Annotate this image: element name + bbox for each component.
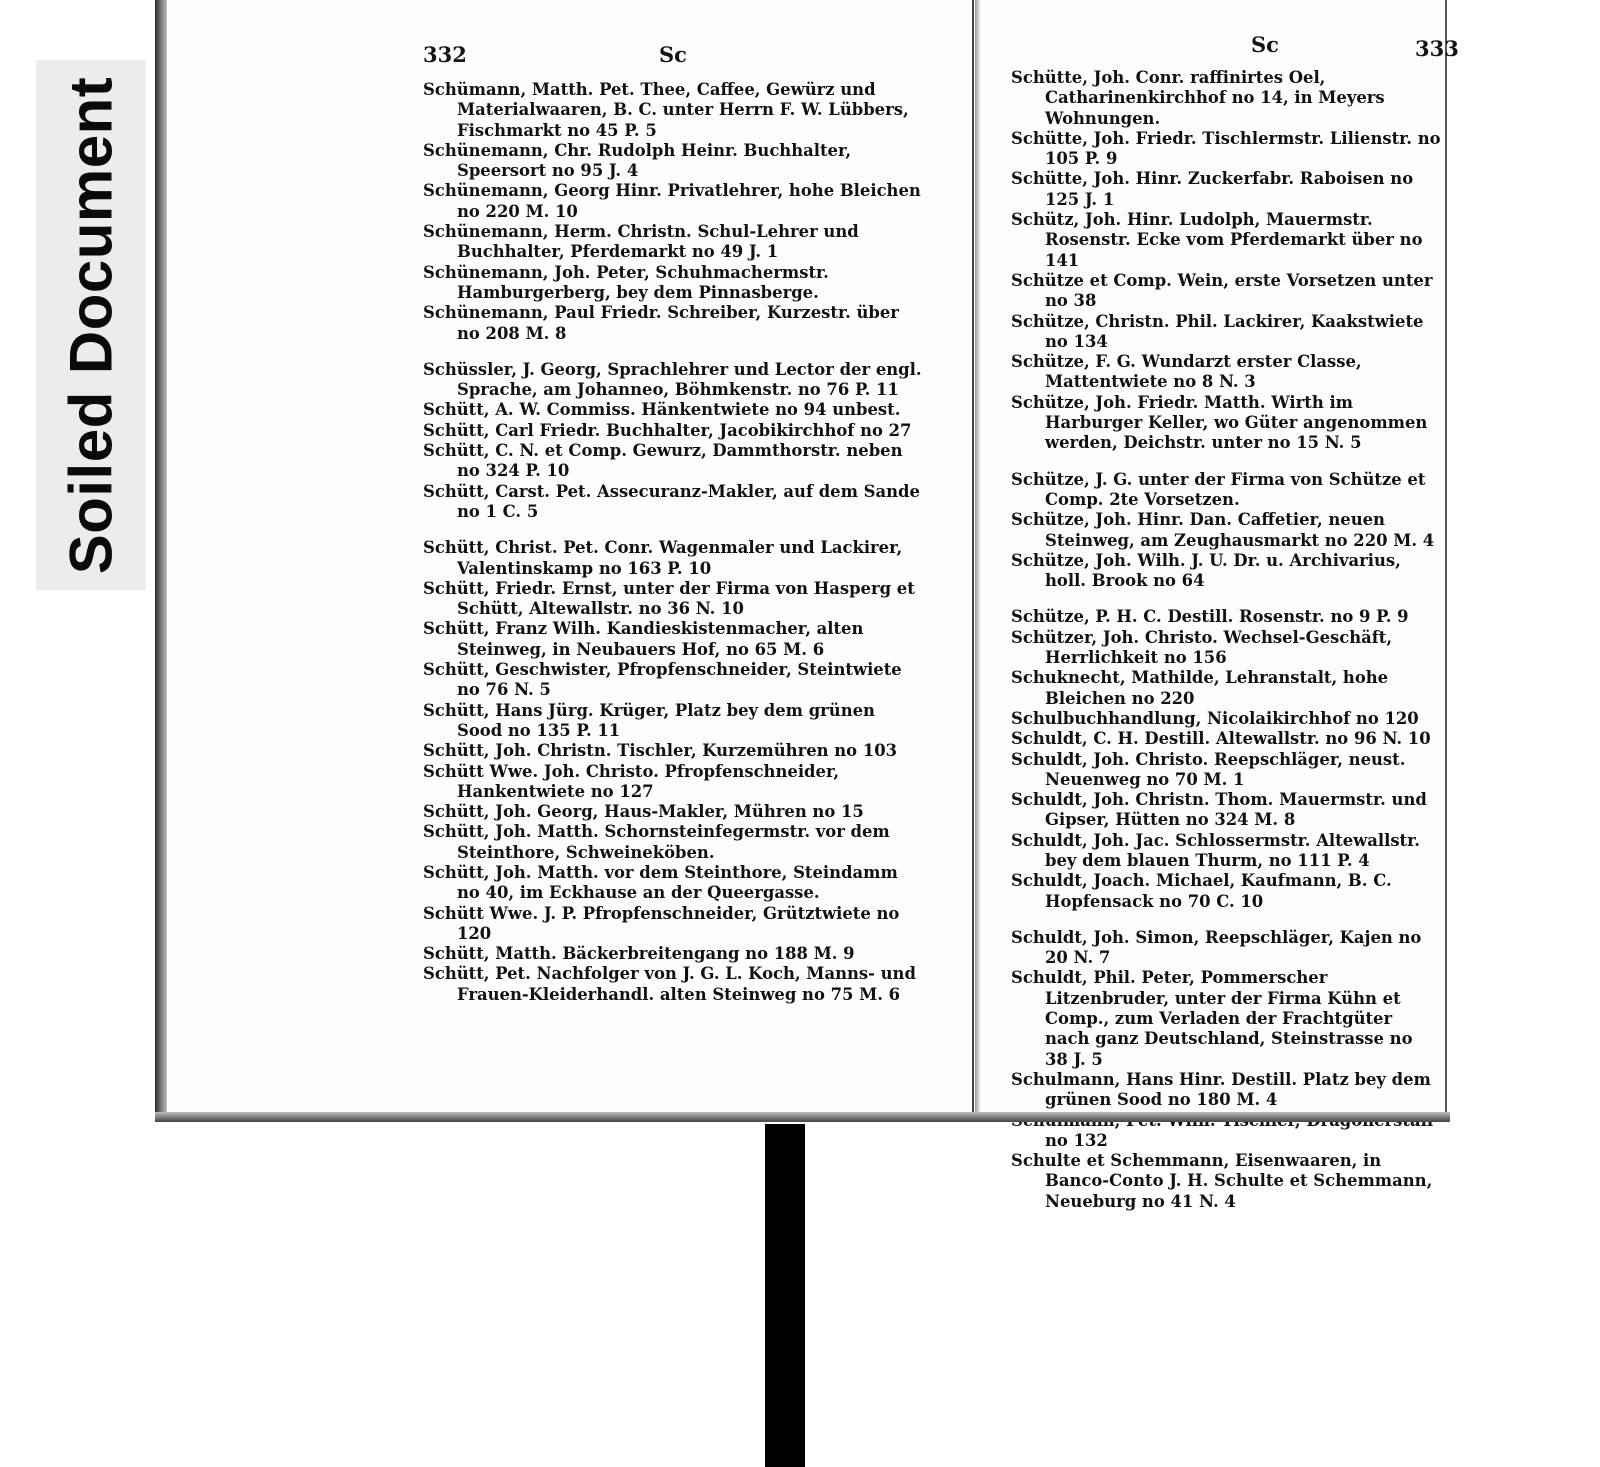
- book-spine-shadow: [765, 1124, 805, 1467]
- directory-entry: Schütt Wwe. J. P. Pfropfenschneider, Grütztwiete no 120: [423, 903, 900, 943]
- directory-entry: Schuknecht, Mathilde, Lehranstalt, hohe Bleichen no 220: [1011, 668, 1389, 708]
- directory-entry: Schütze et Comp. Wein, erste Vorsetzen unter no 38: [1011, 270, 1433, 311]
- directory-entry: Schütt, Hans Jürg. Krüger, Platz bey dem grünen Sood no 135 P. 11: [423, 700, 875, 740]
- book-left-edge: [155, 0, 167, 1120]
- left-page-number: 332: [423, 42, 467, 67]
- directory-entry: Schütt, Friedr. Ernst, unter der Firma von Hasperg et Schütt, Altewallstr. no 36 N. 10: [423, 578, 915, 619]
- soiled-document-label: [36, 60, 146, 590]
- directory-entry: Schuldt, Phil. Peter, Pommerscher Litzenbruder, unter der Firma Kühn et Comp., zum Verladen der Frachtgüter nach ganz Deutschland, Steinstrasse no 38 J. 5: [1011, 968, 1413, 1069]
- directory-entry: Schünemann, Paul Friedr. Schreiber, Kurzestr. über no 208 M. 8: [423, 303, 899, 343]
- right-page-entries: [1011, 68, 1441, 1212]
- directory-entry: Schütt Wwe. Joh. Christo. Pfropfenschneider, Hankentwiete no 127: [423, 761, 840, 801]
- directory-entry: Schuldt, Joh. Christo. Reepschläger, neust. Neuenweg no 70 M. 1: [1011, 749, 1406, 789]
- directory-entry: Schütt, Pet. Nachfolger von J. G. L. Koch, Manns- und Frauen-Kleiderhandl. alten Steinweg no 75 M. 6: [423, 964, 916, 1004]
- directory-entry: Schütz, Joh. Hinr. Ludolph, Mauermstr. Rosenstr. Ecke vom Pferdemarkt über no 141: [1011, 210, 1423, 270]
- directory-entry: Schütt, Joh. Matth. vor dem Steinthore, Steindamm no 40, im Eckhause an der Queergasse.: [423, 862, 898, 903]
- directory-entry: Schütt, Joh. Christn. Tischler, Kurzemühren no 103: [423, 741, 898, 761]
- directory-entry: Schütt, Geschwister, Pfropfenschneider, Steintwiete no 76 N. 5: [423, 660, 902, 700]
- directory-entry: Schützer, Joh. Christo. Wechsel-Geschäft, Herrlichkeit no 156: [1011, 627, 1393, 668]
- directory-entry: Schünemann, Chr. Rudolph Heinr. Buchhalter, Speersort no 95 J. 4: [423, 140, 852, 181]
- directory-entry: Schütt, Carl Friedr. Buchhalter, Jacobikirchhof no 27: [423, 420, 912, 440]
- directory-entry: Schütt, Joh. Matth. Schornsteinfegermstr. vor dem Steinthore, Schweineköben.: [423, 822, 890, 862]
- directory-entry: Schulbuchhandlung, Nicolaikirchhof no 120: [1011, 708, 1419, 728]
- directory-entry: Schütze, Joh. Friedr. Matth. Wirth im Harburger Keller, wo Güter angenommen werden, Deichstr. unter no 15 N. 5: [1011, 392, 1428, 453]
- directory-entry: Schulmann, Hans Hinr. Destill. Platz bey dem grünen Sood no 180 M. 4: [1011, 1069, 1431, 1110]
- directory-entry: Schuldt, Joach. Michael, Kaufmann, B. C. Hopfensack no 70 C. 10: [1011, 871, 1392, 911]
- directory-entry: Schüssler, J. Georg, Sprachlehrer und Lector der engl. Sprache, am Johanneo, Böhmkenstr. no 76 P. 11: [423, 359, 922, 400]
- directory-entry: Schütt, Matth. Bäckerbreitengang no 188 M. 9: [423, 944, 855, 964]
- right-page-number: 333: [1415, 36, 1459, 61]
- directory-entry: Schütze, Joh. Wilh. J. U. Dr. u. Archivarius, holl. Brook no 64: [1011, 550, 1401, 591]
- right-page: [975, 0, 1459, 1211]
- directory-entry: Schütt, Franz Wilh. Kandieskistenmacher, alten Steinweg, in Neubauers Hof, no 65 M. 6: [423, 619, 864, 659]
- directory-entry: Schütt, C. N. et Comp. Gewurz, Dammthorstr. neben no 324 P. 10: [423, 441, 903, 481]
- directory-entry: Schünemann, Joh. Peter, Schuhmachermstr. Hamburgerberg, bey dem Pinnasberge.: [423, 262, 829, 302]
- left-page: [167, 0, 974, 1112]
- soiled-document-label-text: Soiled Document: [57, 76, 125, 574]
- directory-entry: Schütte, Joh. Hinr. Zuckerfabr. Raboisen no 125 J. 1: [1011, 169, 1414, 209]
- book-bottom-edge: [155, 1112, 1450, 1122]
- open-book: [155, 0, 1459, 1211]
- directory-entry: Schümann, Matth. Pet. Thee, Caffee, Gewürz und Materialwaaren, B. C. unter Herrn F. W. Lübbers, Fischmarkt no 45 P. 5: [423, 80, 909, 140]
- directory-entry: Schütze, F. G. Wundarzt erster Classe, Mattentwiete no 8 N. 3: [1011, 352, 1362, 392]
- directory-entry: Schütt, Christ. Pet. Conr. Wagenmaler und Lackirer, Valentinskamp no 163 P. 10: [423, 538, 903, 578]
- directory-entry: Schuldt, Joh. Jac. Schlossermstr. Altewallstr. bey dem blauen Thurm, no 111 P. 4: [1011, 830, 1420, 870]
- directory-entry: Schütze, P. H. C. Destill. Rosenstr. no 9 P. 9: [1011, 607, 1409, 627]
- directory-entry: Schünemann, Herm. Christn. Schul-Lehrer und Buchhalter, Pferdemarkt no 49 J. 1: [423, 222, 859, 262]
- directory-entry: Schulte et Schemmann, Eisenwaaren, in Banco-Conto J. H. Schulte et Schemmann, Neueburg no 41 N. 4: [1011, 1151, 1433, 1211]
- right-page-header: Sc: [1251, 32, 1279, 57]
- directory-entry: Schütt, Carst. Pet. Assecuranz-Makler, auf dem Sande no 1 C. 5: [423, 481, 920, 521]
- directory-entry: Schütte, Joh. Friedr. Tischlermstr. Lilienstr. no 105 P. 9: [1011, 128, 1441, 169]
- directory-entry: Schütze, J. G. unter der Firma von Schütze et Comp. 2te Vorsetzen.: [1011, 469, 1426, 509]
- directory-entry: Schütze, Christn. Phil. Lackirer, Kaakstwiete no 134: [1011, 311, 1424, 351]
- directory-entry: Schuldt, Joh. Simon, Reepschläger, Kajen no 20 N. 7: [1011, 927, 1422, 968]
- directory-entry: Schütze, Joh. Hinr. Dan. Caffetier, neuen Steinweg, am Zeughausmarkt no 220 M. 4: [1011, 510, 1435, 550]
- directory-entry: Schuldt, Joh. Christn. Thom. Mauermstr. und Gipser, Hütten no 324 M. 8: [1011, 790, 1427, 830]
- directory-entry: Schuldt, C. H. Destill. Altewallstr. no 96 N. 10: [1011, 729, 1431, 749]
- directory-entry: Schütt, A. W. Commiss. Hänkentwiete no 94 unbest.: [423, 400, 901, 420]
- directory-entry: no 132: [1045, 1130, 1108, 1150]
- directory-entry: Schütte, Joh. Conr. raffinirtes Oel, Catharinenkirchhof no 14, in Meyers Wohnungen.: [1011, 68, 1385, 128]
- left-page-entries: [423, 80, 923, 1005]
- directory-entry: Schünemann, Georg Hinr. Privatlehrer, hohe Bleichen no 220 M. 10: [423, 181, 921, 221]
- left-page-header: Sc: [659, 42, 687, 67]
- directory-entry: Schütt, Joh. Georg, Haus-Makler, Mühren no 15: [423, 802, 864, 822]
